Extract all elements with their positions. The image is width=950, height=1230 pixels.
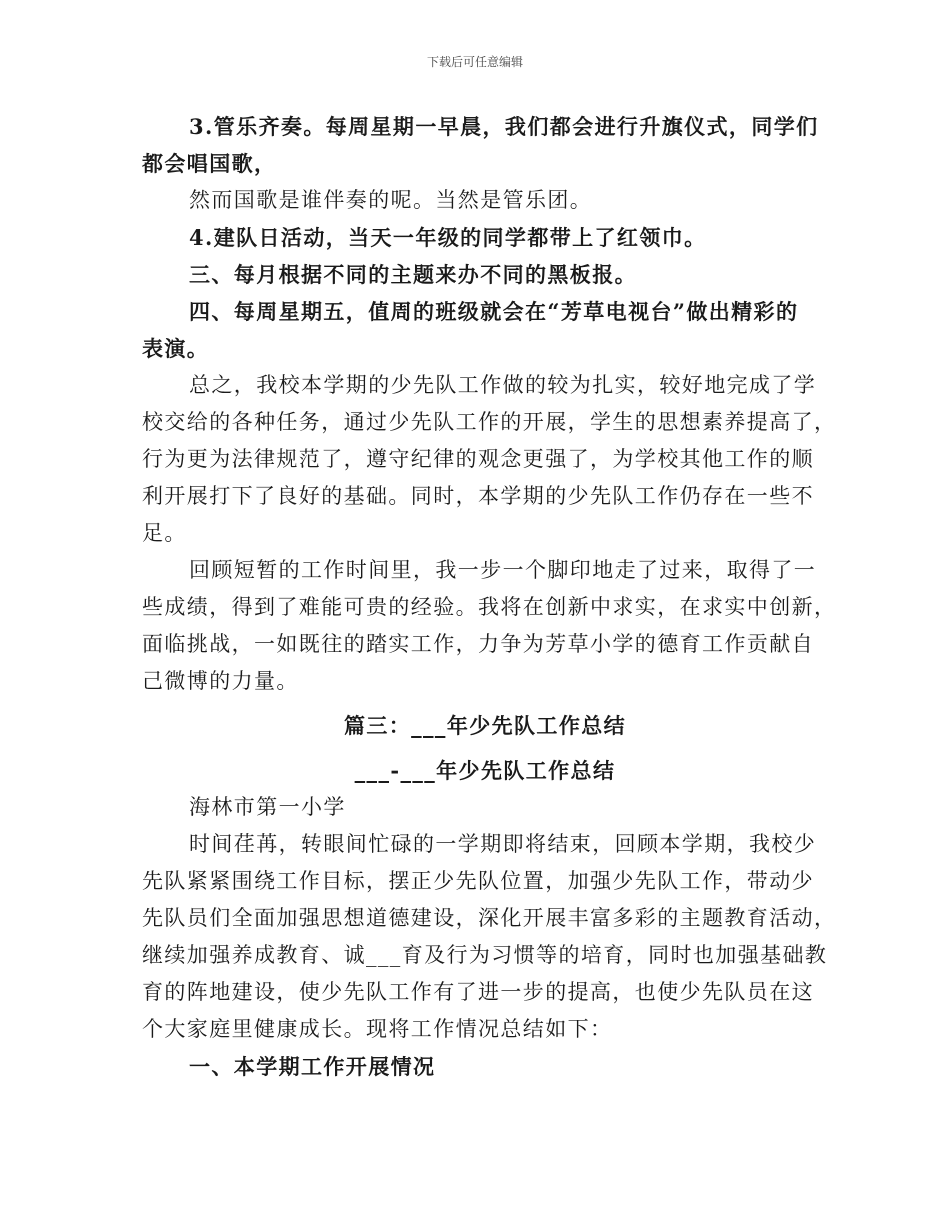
page-header-note: 下载后可任意编辑 <box>426 55 523 69</box>
paragraph-line: 继续加强养成教育、诚___育及行为习惯等的培育，同时也加强基础教 <box>142 943 828 967</box>
paragraph-line: 行为更为法律规范了，遵守纪律的观念更强了，为学校其他工作的顺 <box>142 447 814 471</box>
paragraph-line: 足。 <box>142 521 187 545</box>
paragraph-line: 育的阵地建设，使少先队工作有了进一步的提高，也使少先队员在这 <box>142 980 814 1004</box>
section-title: 篇三：___年少先队工作总结 <box>343 713 627 738</box>
paragraph-line: 先队员们全面加强思想道德建设，深化开展丰富多彩的主题教育活动， <box>142 906 837 930</box>
paragraph-line: 总之，我校本学期的少先队工作做的较为扎实，较好地完成了学 <box>189 373 817 397</box>
paragraph-line: 时间荏苒，转眼间忙碌的一学期即将结束，回顾本学期，我校少 <box>189 832 817 856</box>
document-title: ___-___年少先队工作总结 <box>354 758 616 783</box>
school-name: 海林市第一小学 <box>189 795 346 819</box>
paragraph-line: 回顾短暂的工作时间里，我一步一个脚印地走了过来，取得了一 <box>189 558 817 582</box>
section-heading: 一、本学期工作开展情况 <box>189 1054 436 1079</box>
paragraph-line: 个大家庭里健康成长。现将工作情况总结如下： <box>142 1017 613 1041</box>
paragraph-line: 校交给的各种任务，通过少先队工作的开展，学生的思想素养提高了， <box>142 410 837 434</box>
paragraph-line: 三、每月根据不同的主题来办不同的黑板报。 <box>189 262 637 287</box>
paragraph-line: 利开展打下了良好的基础。同时，本学期的少先队工作仍存在一些不 <box>142 484 814 508</box>
paragraph-line: 先队紧紧围绕工作目标，摆正少先队位置，加强少先队工作，带动少 <box>142 869 814 893</box>
paragraph-line: 些成绩，得到了难能可贵的经验。我将在创新中求实，在求实中创新， <box>142 595 837 619</box>
paragraph-line: 4.建队日活动，当天一年级的同学都带上了红领巾。 <box>189 225 707 250</box>
document-body <box>142 108 837 1085</box>
paragraph-line: 3.管乐齐奏。每周星期一早晨，我们都会进行升旗仪式，同学们 <box>189 114 819 139</box>
paragraph-line: 己微博的力量。 <box>142 669 299 693</box>
paragraph-line: 然而国歌是谁伴奏的呢。当然是管乐团。 <box>189 188 593 212</box>
paragraph-line: 都会唱国歌， <box>142 151 277 176</box>
paragraph-line: 面临挑战，一如既往的踏实工作，力争为芳草小学的德育工作贡献自 <box>142 632 814 656</box>
paragraph-line: 四、每周星期五，值周的班级就会在“芳草电视台”做出精彩的 <box>189 299 799 324</box>
paragraph-line: 表演。 <box>142 336 210 361</box>
